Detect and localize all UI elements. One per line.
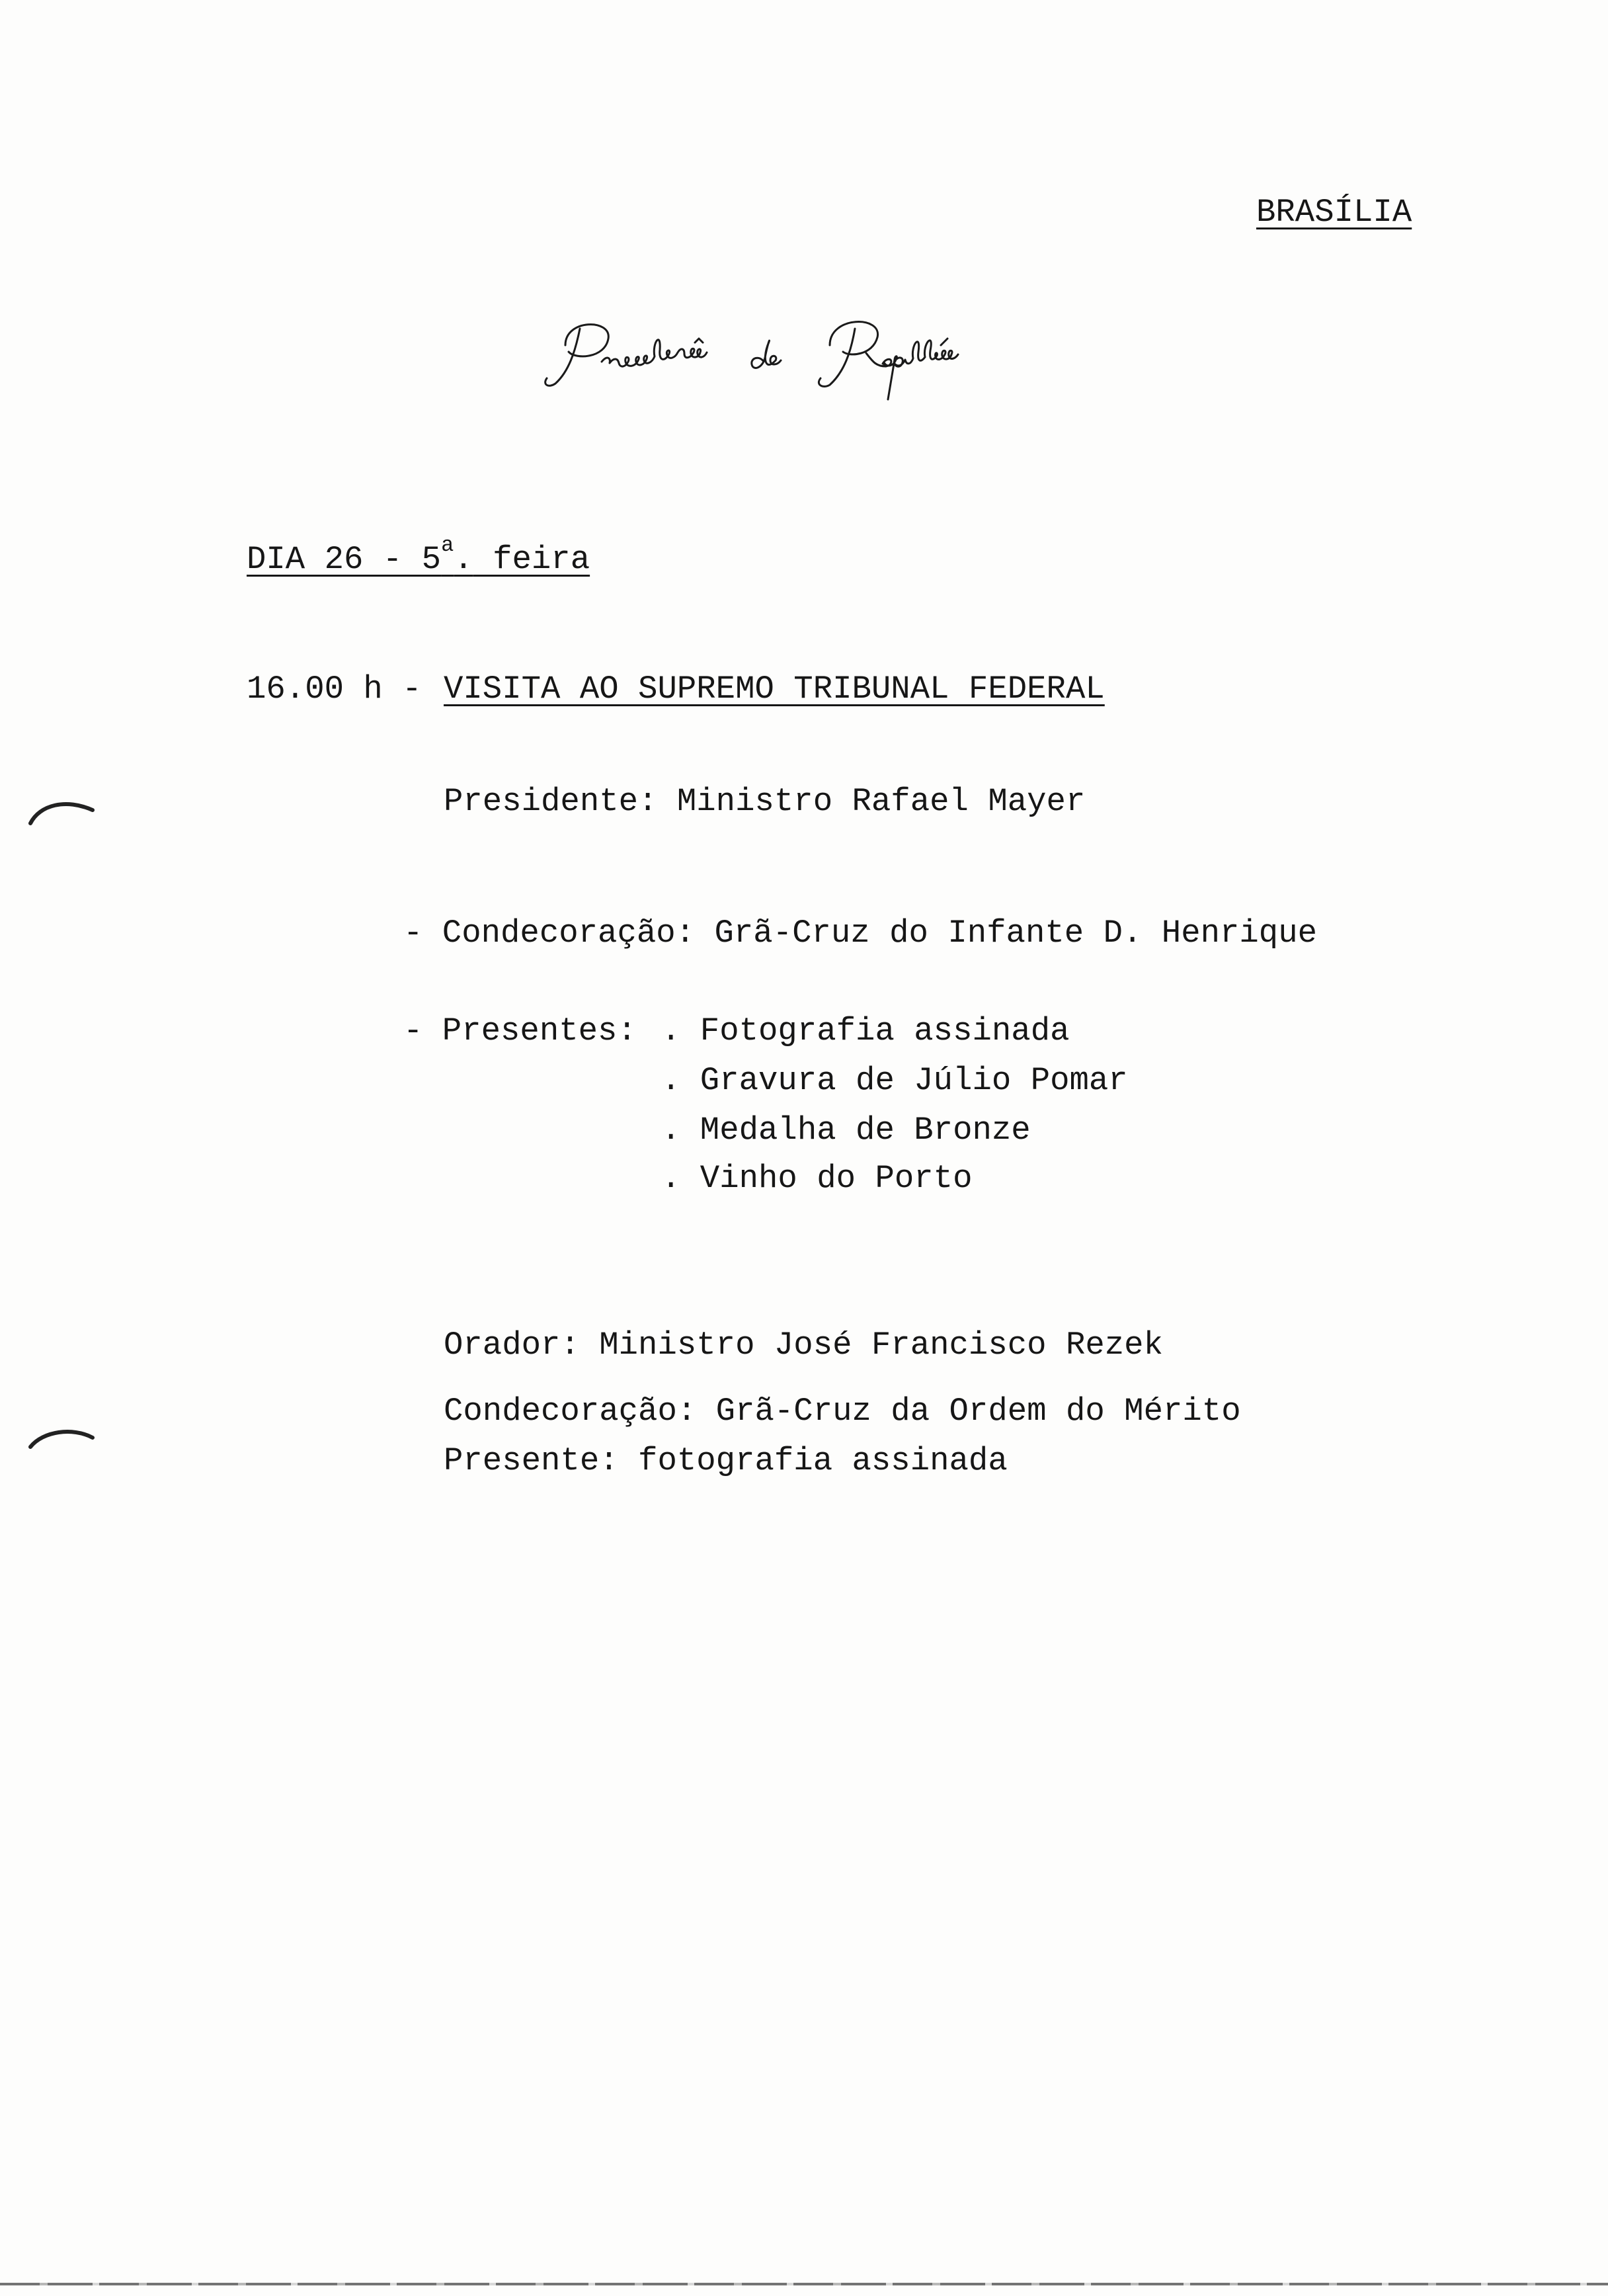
- gift-item: . Vinho do Porto: [661, 1160, 973, 1197]
- ordinal-superscript: a: [441, 533, 454, 557]
- day-heading: [247, 533, 590, 578]
- gifts-label: - Presentes:: [403, 1012, 637, 1049]
- day-label: DIA 26 - 5: [247, 541, 442, 578]
- orator-gift-line: Presente: fotografia assinada: [444, 1442, 1008, 1479]
- ordinal-dot: .: [454, 541, 473, 578]
- gift-item: . Medalha de Bronze: [661, 1112, 1031, 1149]
- letterhead-script-logo: [539, 306, 1068, 405]
- event-time: 16.00 h -: [247, 671, 442, 708]
- orator-line: Orador: Ministro José Francisco Rezek: [444, 1327, 1163, 1364]
- president-line: Presidente: Ministro Rafael Mayer: [444, 783, 1086, 820]
- gift-item: . Gravura de Júlio Pomar: [661, 1062, 1128, 1099]
- gift-item: . Fotografia assinada: [661, 1012, 1070, 1049]
- decoration-line: - Condecoração: Grã-Cruz do Infante D. Henrique: [403, 915, 1318, 952]
- city-heading: BRASÍLIA: [1256, 194, 1412, 231]
- punch-hole-mark-upper: [26, 790, 99, 830]
- page-bottom-edge: [0, 2283, 1608, 2285]
- weekday-label: feira: [473, 541, 590, 578]
- event-title: VISITA AO SUPREMO TRIBUNAL FEDERAL: [444, 671, 1105, 708]
- punch-hole-mark-lower: [26, 1420, 99, 1454]
- orator-decoration-line: Condecoração: Grã-Cruz da Ordem do Mérito: [444, 1393, 1241, 1430]
